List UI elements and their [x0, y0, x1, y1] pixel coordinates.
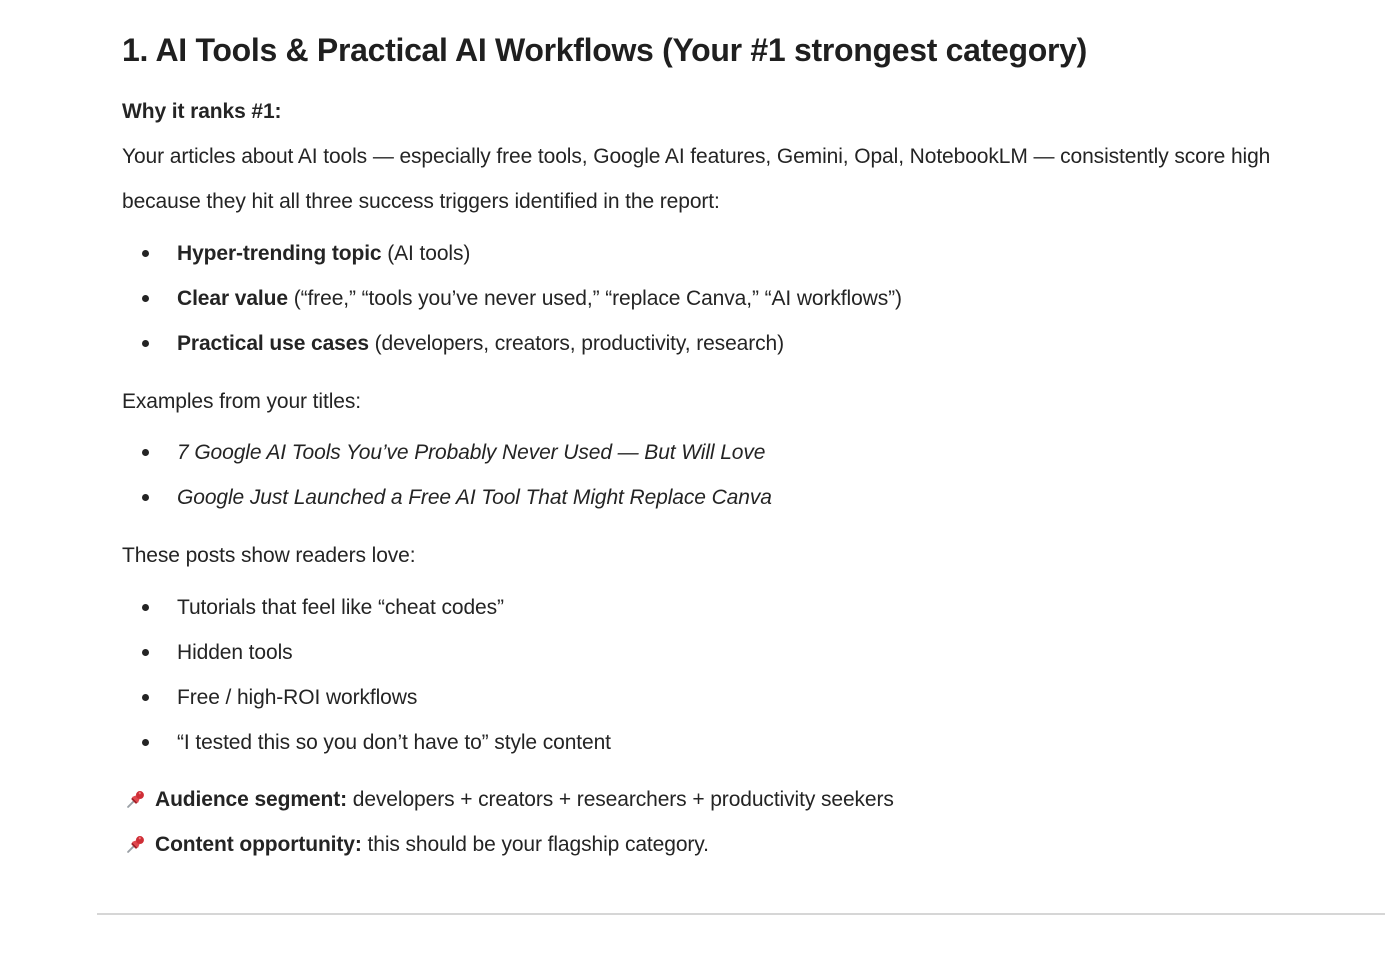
intro-paragraph: Your articles about AI tools — especially free tools, Google AI features, Gemini, Opal, NotebookLM — consistently score high because they hit all three success triggers identified in the report: [122, 145, 1271, 213]
reader-points-list [122, 585, 1305, 765]
pin-callouts [122, 777, 1305, 867]
list-item [177, 276, 1305, 321]
why-it-ranks-label: Why it ranks #1: [122, 100, 282, 123]
pushpin-icon [122, 832, 148, 858]
pin-text [155, 833, 709, 857]
example-titles-list [122, 430, 1305, 520]
trigger-rest: (“free,” “tools you’ve never used,” “replace Canva,” “AI workflows”) [287, 287, 902, 310]
trigger-bold: Clear value [177, 287, 288, 310]
pin-text [155, 788, 894, 812]
list-item: Tutorials that feel like “cheat codes” [177, 585, 1305, 630]
trigger-bold: Hyper-trending topic [177, 242, 382, 265]
success-triggers-list [122, 231, 1305, 366]
pin-bold: Audience segment: [155, 787, 348, 811]
trigger-bold: Practical use cases [177, 332, 369, 355]
list-item: Google Just Launched a Free AI Tool That Might Replace Canva [177, 475, 1305, 520]
pin-rest: this should be your flagship category. [361, 832, 709, 856]
section-heading: 1. AI Tools & Practical AI Workflows (Your #1 strongest category) [122, 32, 1088, 68]
examples-label: Examples from your titles: [122, 390, 361, 413]
readers-love-label: These posts show readers love: [122, 544, 416, 567]
article [0, 30, 1400, 867]
pushpin-icon [122, 787, 148, 813]
list-item [177, 321, 1305, 366]
list-item: Hidden tools [177, 630, 1305, 675]
list-item: Free / high-ROI workflows [177, 675, 1305, 720]
list-item: 7 Google AI Tools You’ve Probably Never Used — But Will Love [177, 430, 1305, 475]
trigger-rest: (AI tools) [381, 242, 471, 265]
audience-segment-line [122, 777, 1305, 822]
list-item [177, 231, 1305, 276]
content-opportunity-line [122, 822, 1305, 867]
pin-bold: Content opportunity: [155, 832, 362, 856]
pin-rest: developers + creators + researchers + productivity seekers [347, 787, 894, 811]
list-item: “I tested this so you don’t have to” style content [177, 720, 1305, 765]
trigger-rest: (developers, creators, productivity, research) [368, 332, 784, 355]
section-divider [97, 913, 1385, 915]
